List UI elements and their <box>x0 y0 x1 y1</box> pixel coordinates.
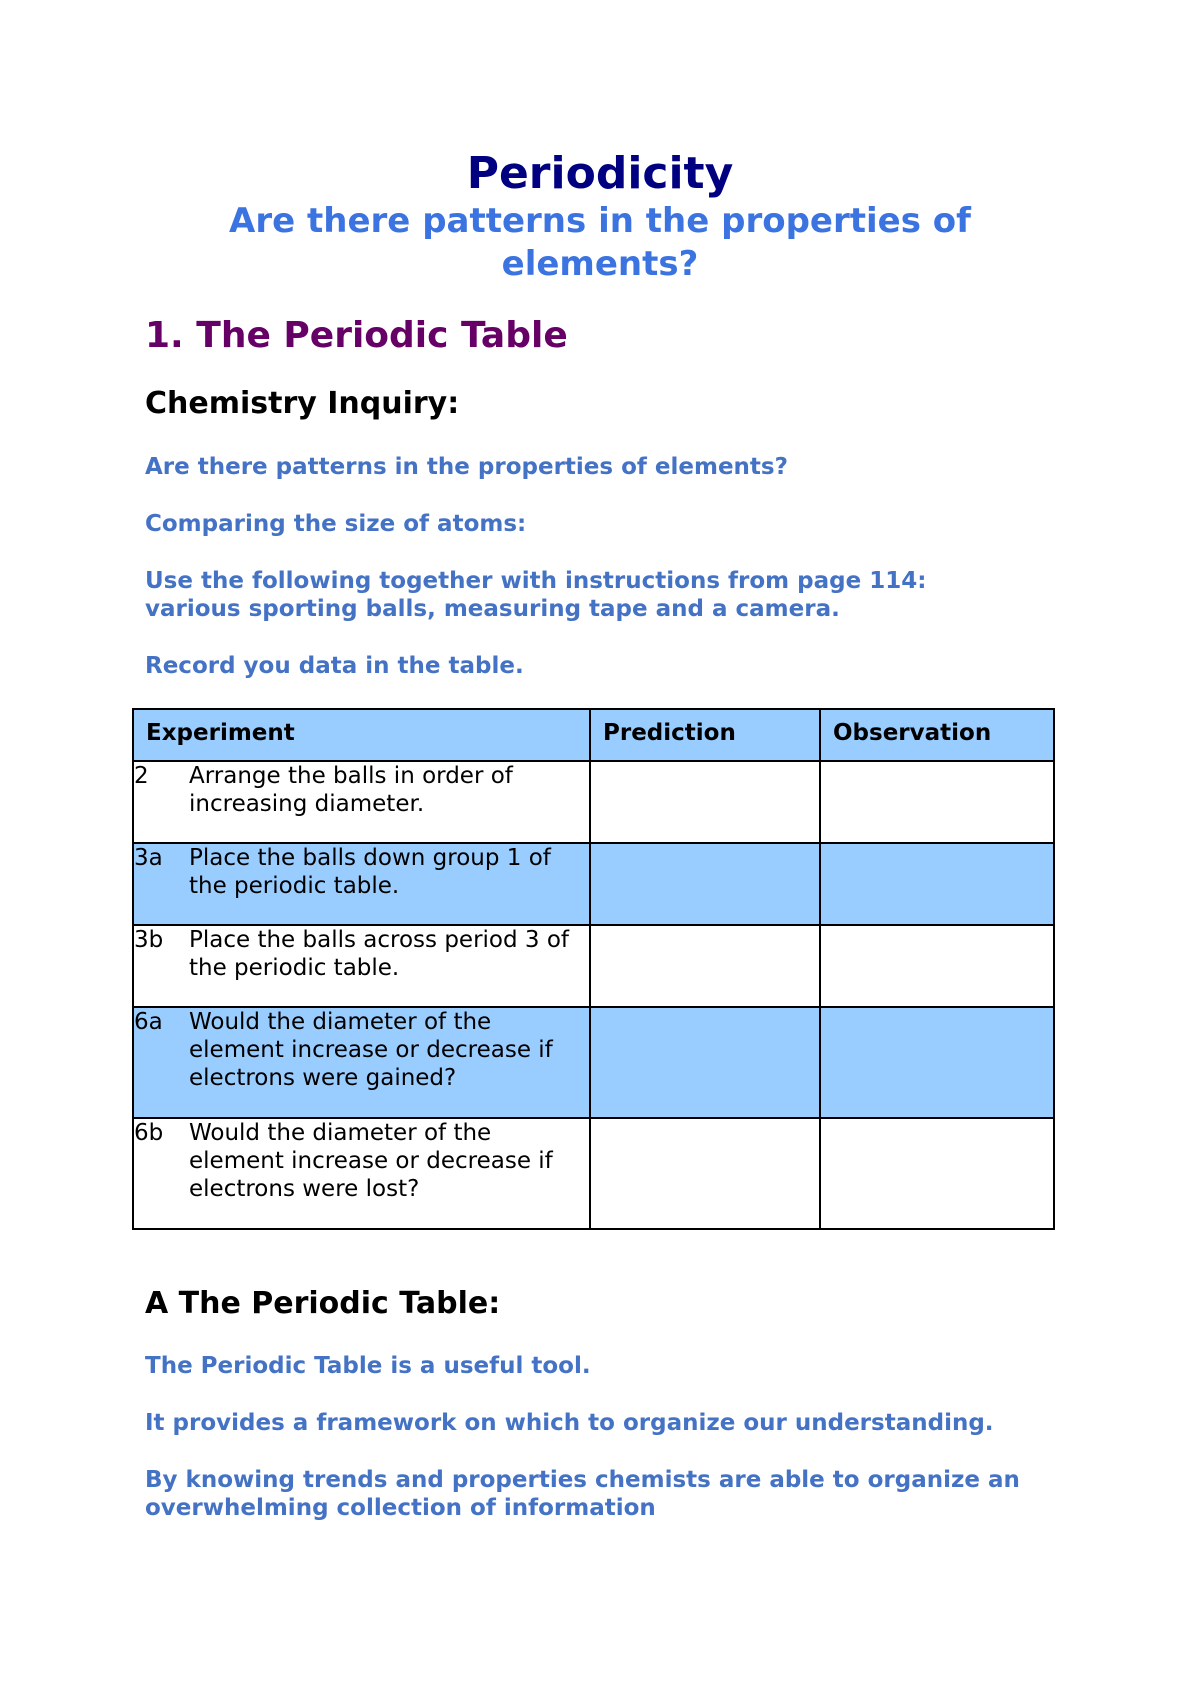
experiment-text: Place the balls across period 3 of the periodic table. <box>189 927 570 981</box>
experiment-table <box>132 708 1055 1230</box>
observation-cell[interactable] <box>820 761 1054 843</box>
prediction-cell[interactable] <box>590 1007 820 1118</box>
experiment-text: Place the balls down group 1 of the periodic table. <box>189 845 551 899</box>
table-row <box>133 843 1054 925</box>
instructions-text: Use the following together with instructions from page 114: various sporting balls, measuring tape and a camera. <box>145 568 927 622</box>
trends-text: By knowing trends and properties chemists are able to organize an overwhelming collection of information <box>145 1467 1020 1521</box>
inquiry-question: Are there patterns in the properties of elements? <box>145 454 788 480</box>
observation-cell[interactable] <box>820 843 1054 925</box>
experiment-cell <box>133 925 590 1007</box>
prediction-cell[interactable] <box>590 761 820 843</box>
experiment-cell <box>133 843 590 925</box>
table-row <box>133 925 1054 1007</box>
section-heading-periodic-table: 1. The Periodic Table <box>145 315 568 356</box>
experiment-cell <box>133 1007 590 1118</box>
record-data-text: Record you data in the table. <box>145 653 524 679</box>
experiment-id: 2 <box>134 763 149 789</box>
comparing-size-text: Comparing the size of atoms: <box>145 511 527 537</box>
section-heading-a: A The Periodic Table: <box>145 1286 501 1321</box>
header-observation: Observation <box>820 709 1054 761</box>
framework-text: It provides a framework on which to organize our understanding. <box>145 1410 994 1436</box>
prediction-cell[interactable] <box>590 843 820 925</box>
table-row <box>133 1007 1054 1118</box>
experiment-cell <box>133 761 590 843</box>
observation-cell[interactable] <box>820 925 1054 1007</box>
periodic-table-tool-text: The Periodic Table is a useful tool. <box>145 1353 591 1379</box>
observation-cell[interactable] <box>820 1007 1054 1118</box>
experiment-id: 3b <box>134 927 164 953</box>
chemistry-inquiry-heading: Chemistry Inquiry: <box>145 386 460 421</box>
prediction-cell[interactable] <box>590 925 820 1007</box>
table-row <box>133 761 1054 843</box>
header-prediction: Prediction <box>590 709 820 761</box>
experiment-text: Arrange the balls in order of increasing diameter. <box>189 763 513 817</box>
experiment-cell <box>133 1118 590 1229</box>
prediction-cell[interactable] <box>590 1118 820 1229</box>
page-title: Periodicity <box>466 148 734 199</box>
experiment-id: 6a <box>134 1009 163 1035</box>
experiment-id: 6b <box>134 1120 164 1146</box>
page-subtitle: Are there patterns in the properties of elements? <box>229 201 971 284</box>
table-row <box>133 1118 1054 1229</box>
experiment-id: 3a <box>134 845 163 871</box>
observation-cell[interactable] <box>820 1118 1054 1229</box>
header-experiment: Experiment <box>133 709 590 761</box>
experiment-text: Would the diameter of the element increase or decrease if electrons were lost? <box>189 1120 553 1202</box>
table-header-row <box>133 709 1054 761</box>
experiment-text: Would the diameter of the element increase or decrease if electrons were gained? <box>189 1009 553 1091</box>
